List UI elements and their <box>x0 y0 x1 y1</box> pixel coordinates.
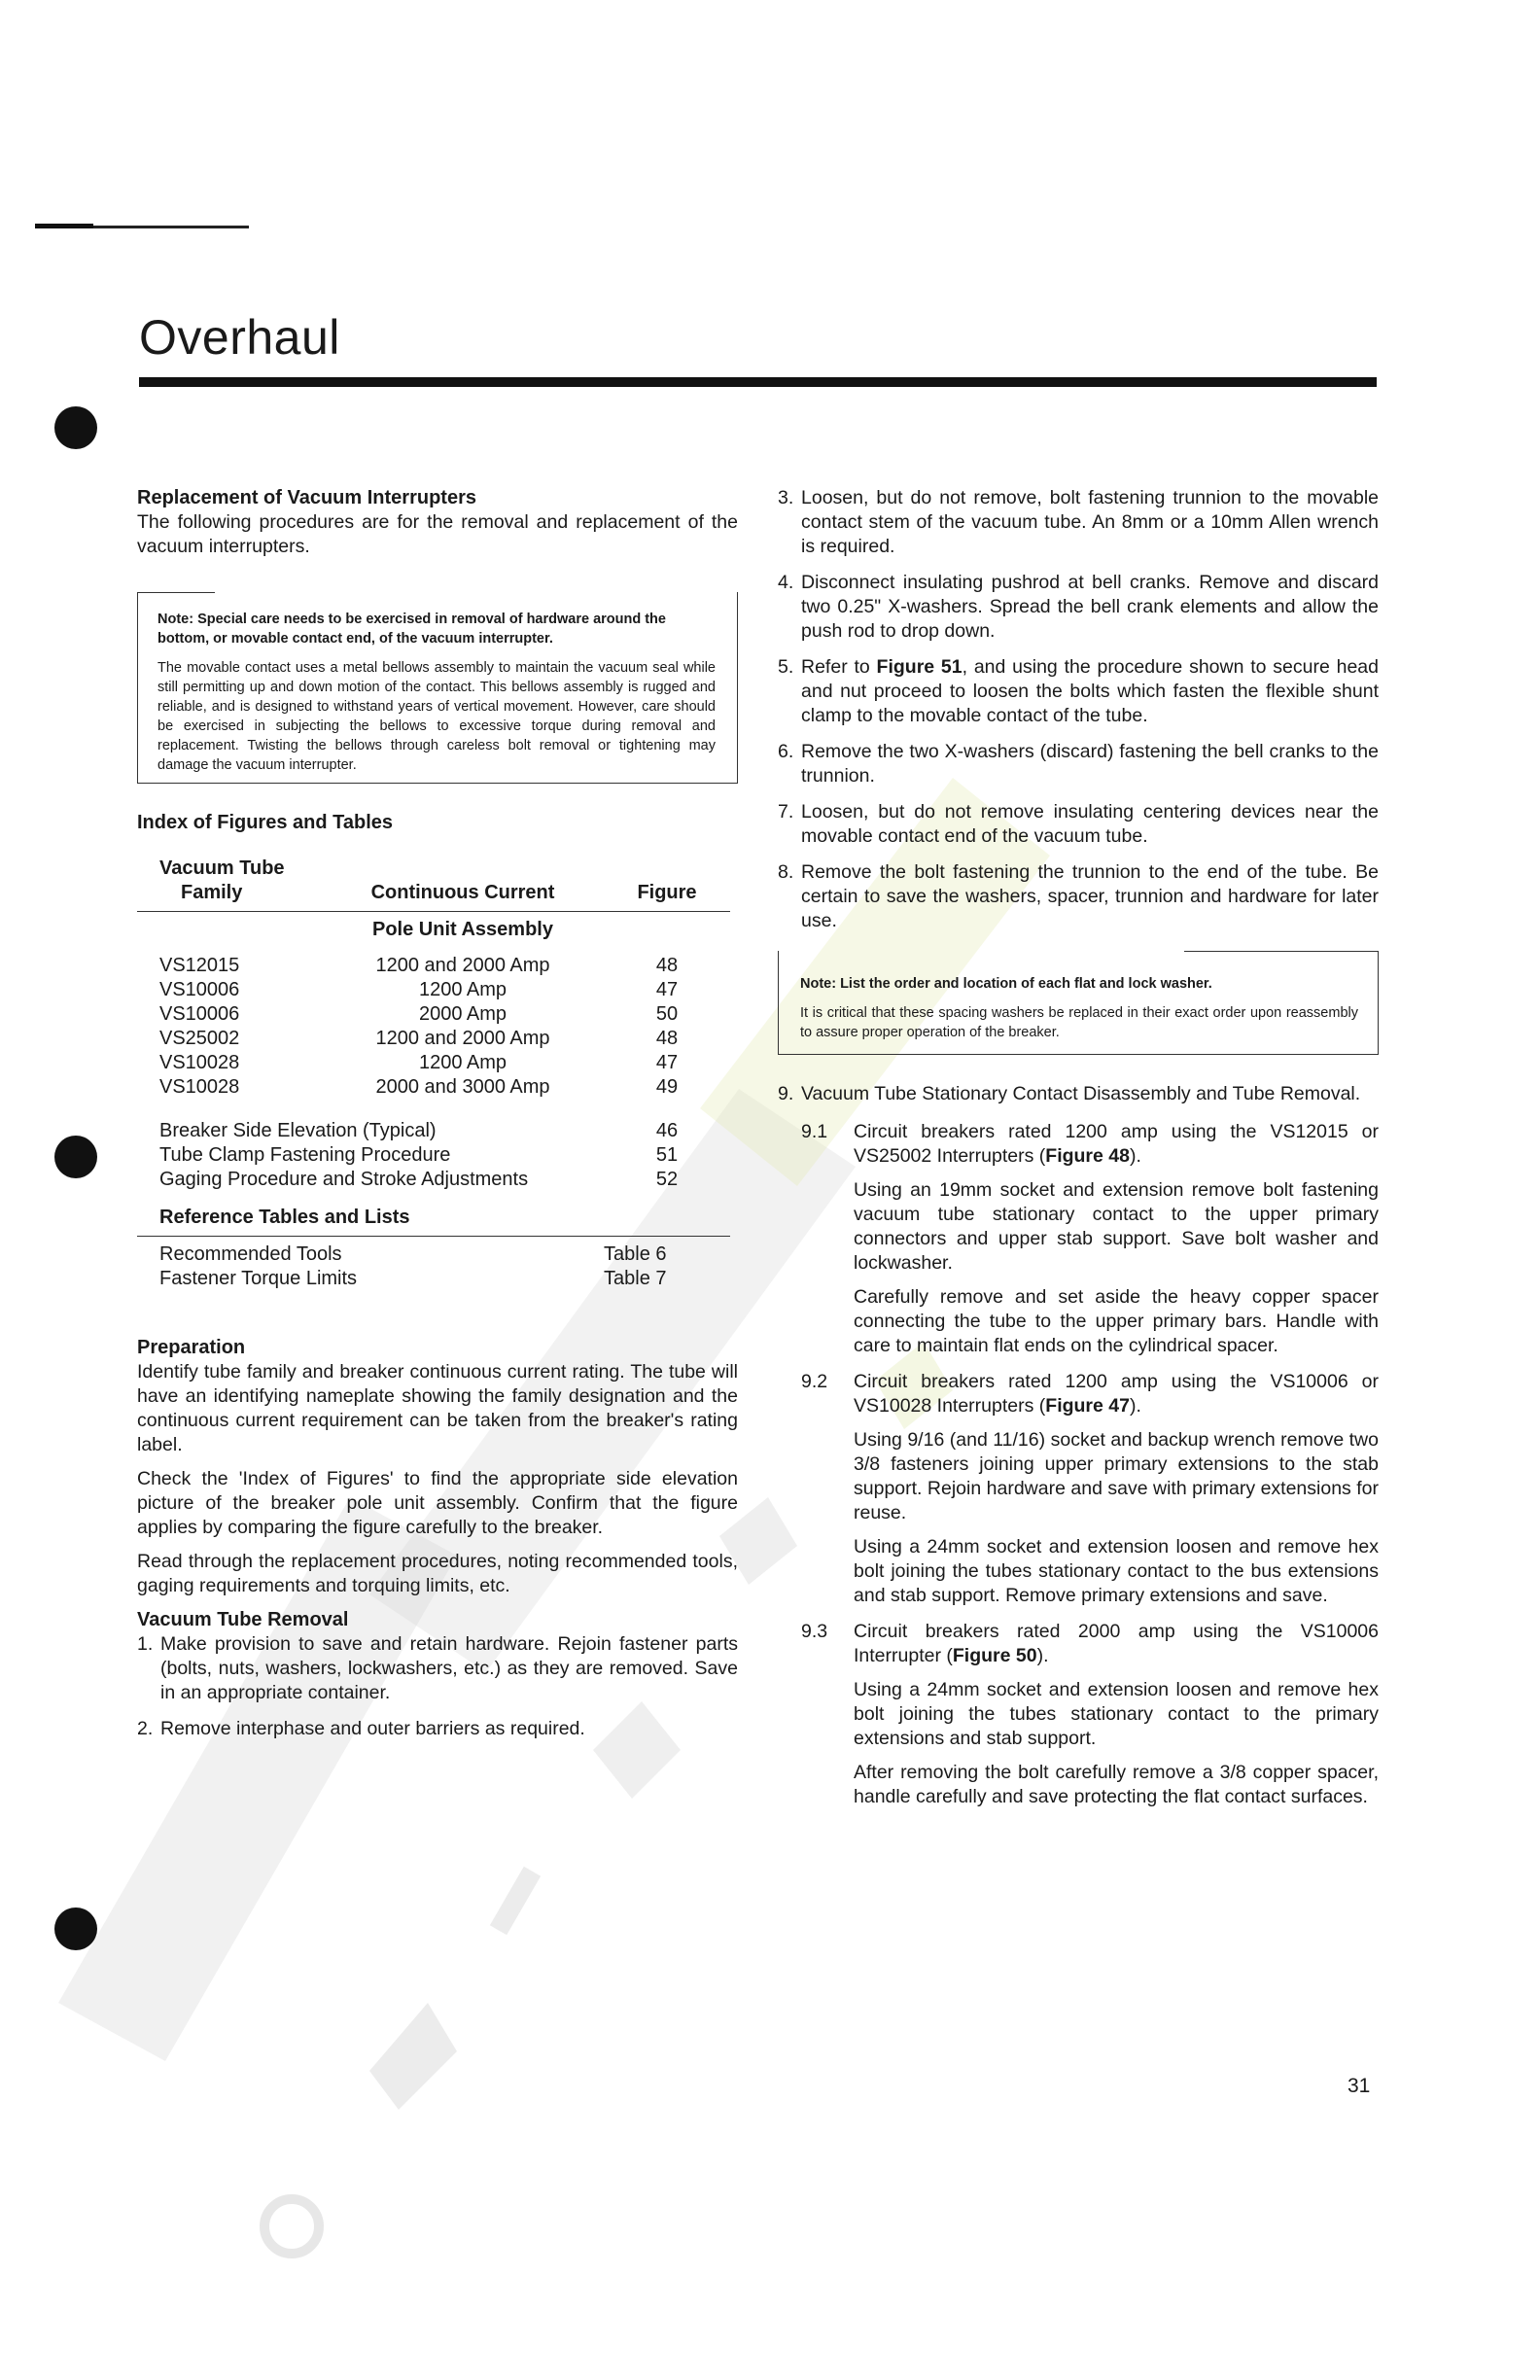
step-text: Disconnect insulating pushrod at bell cranks. Remove and discard two 0.25" X-washers. Spread the bell crank elements and allow the push rod to drop down. <box>801 572 1379 642</box>
preparation-p3: Read through the replacement procedures, noting recommended tools, gaging requirements and torquing limits, etc. <box>137 1551 738 1596</box>
table-row <box>137 1002 730 1027</box>
right-column <box>778 486 1379 1821</box>
step-text: , and using the procedure shown to secure head and nut proceed to loosen the bolts which fasten the flexible shunt clamp to the movable contact of the tube. <box>801 656 1379 726</box>
step-text: Remove the bolt fastening the trunnion to the end of the tube. Be certain to save the washers, spacer, trunnion and hardware for later use. <box>801 861 1379 931</box>
list-item <box>778 740 1379 788</box>
removal-steps-left <box>137 1632 738 1741</box>
left-column <box>137 486 738 1753</box>
step-number: 5. <box>778 656 794 678</box>
cell-family: VS10028 <box>159 1076 240 1098</box>
step-text-pre: Refer to <box>801 656 877 678</box>
cell-current: 2000 and 3000 Amp <box>375 1076 550 1098</box>
step-number: 8. <box>778 861 794 883</box>
table-row <box>137 1143 730 1168</box>
substep-9-1 <box>778 1120 1379 1358</box>
cell-current: 1200 and 2000 Amp <box>375 1028 550 1049</box>
cell-label: Tube Clamp Fastening Procedure <box>159 1144 451 1166</box>
table-row <box>137 1267 730 1291</box>
substep-paragraph: Using an 19mm socket and extension remove bolt fastening vacuum tube stationary contact to the upper primary connectors and upper stab support. Save bolt washer and lockwasher. <box>854 1179 1379 1274</box>
intro-text: The following procedures are for the removal and replacement of the vacuum interrupters. <box>137 511 738 557</box>
note-body: The movable contact uses a metal bellows assembly to maintain the vacuum seal while still permitting up and down motion of the contact. This bellows assembly is rugged and reliable, and is designed to withstand years of vertical movement. However, care should be exercised in subjecting the bellows to excessive torque during removal and replacement. Twisting the bellows through careless bolt removal or tightening may damage the vacuum interrupter. <box>158 660 716 773</box>
table-row <box>137 1168 730 1192</box>
step-number: 2. <box>137 1718 154 1739</box>
substep-9-3 <box>778 1620 1379 1809</box>
page-title: Overhaul <box>139 310 340 365</box>
table-row <box>137 978 730 1002</box>
step-number: 7. <box>778 801 794 822</box>
list-item <box>137 1717 738 1741</box>
substep-number: 9.3 <box>801 1621 828 1642</box>
cell-figure: 49 <box>655 1076 679 1098</box>
cell-family: VS10028 <box>159 1052 240 1073</box>
col-header-family-2: Family <box>137 881 322 912</box>
figure-reference: Figure 51 <box>876 656 962 678</box>
substep-tail: ). <box>1129 1395 1141 1417</box>
cell-current: 1200 Amp <box>418 979 508 1000</box>
cell-family: VS12015 <box>159 955 240 976</box>
note-box-washers <box>778 951 1379 1055</box>
cell-figure: 50 <box>655 1003 679 1025</box>
cell-current: 1200 and 2000 Amp <box>375 955 550 976</box>
substep-9-2 <box>778 1370 1379 1608</box>
col-header-family-1: Vacuum Tube <box>159 858 285 879</box>
list-item <box>778 571 1379 644</box>
list-item <box>137 1632 738 1705</box>
substep-lead: Circuit breakers rated 1200 amp using the VS10006 or VS10028 Interrupters ( <box>854 1371 1379 1417</box>
step-9 <box>778 1082 1379 1106</box>
header-accent-rule <box>35 226 249 228</box>
substep-paragraph: Using a 24mm socket and extension loosen and remove hex bolt joining the tubes stationary contact to the bus extensions and stab support. Remove primary extensions and save. <box>854 1536 1379 1606</box>
cell-label: Recommended Tools <box>159 1243 342 1265</box>
figure-reference: Figure 47 <box>1045 1395 1130 1417</box>
binder-hole-bottom <box>54 1908 97 1950</box>
step-text: Loosen, but do not remove insulating centering devices near the movable contact end of the vacuum tube. <box>801 801 1379 847</box>
table-row <box>137 1075 730 1100</box>
cell-current: 2000 Amp <box>418 1003 508 1025</box>
cell-label: Breaker Side Elevation (Typical) <box>159 1120 437 1141</box>
table-row <box>137 1051 730 1075</box>
cell-figure: 47 <box>655 1052 679 1073</box>
cell-figure: 48 <box>655 1028 679 1049</box>
substep-lead: Circuit breakers rated 2000 amp using the VS10006 Interrupter ( <box>854 1621 1379 1666</box>
substep-number: 9.1 <box>801 1121 828 1142</box>
cell-family: VS25002 <box>159 1028 240 1049</box>
table-row <box>137 1027 730 1051</box>
table-row <box>137 1237 730 1268</box>
step-number: 4. <box>778 572 794 593</box>
group-label: Pole Unit Assembly <box>372 919 553 940</box>
cell-family: VS10006 <box>159 1003 240 1025</box>
substep-number: 9.2 <box>801 1371 828 1392</box>
cell-label: Fastener Torque Limits <box>159 1268 358 1289</box>
substep-tail: ). <box>1036 1645 1049 1666</box>
list-item <box>778 800 1379 849</box>
note-title: Note: List the order and location of each flat and lock washer. <box>800 976 1212 992</box>
cell-ref: Table 7 <box>604 1268 667 1289</box>
list-item <box>778 486 1379 559</box>
col-header-current: Continuous Current <box>322 881 604 912</box>
col-header-figure: Figure <box>604 881 730 912</box>
figure-reference: Figure 50 <box>952 1645 1037 1666</box>
preparation-p1: Identify tube family and breaker continuous current rating. The tube will have an identifying nameplate showing the family designation and the continuous current requirement can be taken from the breaker's rating label. <box>137 1361 738 1455</box>
table-row <box>137 1119 730 1143</box>
removal-heading: Vacuum Tube Removal <box>137 1609 349 1630</box>
step-text: Remove interphase and outer barriers as required. <box>160 1718 585 1739</box>
page-number: 31 <box>1348 2075 1371 2097</box>
table-row <box>137 954 730 978</box>
cell-ref: Table 6 <box>604 1243 667 1265</box>
step-number: 6. <box>778 741 794 762</box>
removal-steps-right <box>778 486 1379 933</box>
list-item <box>778 655 1379 728</box>
preparation-p2: Check the 'Index of Figures' to find the appropriate side elevation picture of the breaker pole unit assembly. Confirm that the figure applies by comparing the figure carefully to the breaker. <box>137 1468 738 1538</box>
note-body: It is critical that these spacing washers be replaced in their exact order upon reassembly to assure proper operation of the breaker. <box>800 1005 1358 1040</box>
step-text: Make provision to save and retain hardware. Rejoin fastener parts (bolts, nuts, washers, lockwashers, etc.) as they are removed. Save in an appropriate container. <box>160 1633 738 1703</box>
cell-figure: 52 <box>655 1169 679 1190</box>
list-item <box>778 860 1379 933</box>
cell-figure: 51 <box>655 1144 679 1166</box>
intro-heading: Replacement of Vacuum Interrupters <box>137 487 476 508</box>
title-rule <box>139 377 1377 387</box>
step-text: Loosen, but do not remove, bolt fastening trunnion to the movable contact stem of the vacuum tube. An 8mm or a 10mm Allen wrench is required. <box>801 487 1379 557</box>
cell-figure: 46 <box>655 1120 679 1141</box>
substep-lead: Circuit breakers rated 1200 amp using the VS12015 or VS25002 Interrupters ( <box>854 1121 1379 1167</box>
substep-paragraph: Using a 24mm socket and extension loosen and remove hex bolt joining the tubes stationary contact to the primary extensions and stab support. <box>854 1679 1379 1749</box>
ref-heading: Reference Tables and Lists <box>137 1192 730 1237</box>
substep-paragraph: After removing the bolt carefully remove a 3/8 copper spacer, handle carefully and save protecting the flat contact surfaces. <box>854 1762 1379 1807</box>
cell-figure: 47 <box>655 979 679 1000</box>
cell-label: Gaging Procedure and Stroke Adjustments <box>159 1169 529 1190</box>
figure-reference: Figure 48 <box>1045 1145 1130 1167</box>
note-box-bellows <box>137 592 738 784</box>
index-table <box>137 857 730 1291</box>
list-item <box>778 1082 1379 1106</box>
cell-family: VS10006 <box>159 979 240 1000</box>
substep-paragraph: Carefully remove and set aside the heavy copper spacer connecting the tube to the upper primary bars. Handle with care to maintain flat ends on the cylindrical spacer. <box>854 1286 1379 1356</box>
binder-hole-top <box>54 406 97 449</box>
substep-tail: ). <box>1129 1145 1141 1167</box>
step-text: Vacuum Tube Stationary Contact Disassembly and Tube Removal. <box>801 1083 1361 1104</box>
cell-current: 1200 Amp <box>418 1052 508 1073</box>
cell-figure: 48 <box>655 955 679 976</box>
step-number: 1. <box>137 1633 154 1655</box>
step-number: 9. <box>778 1083 794 1104</box>
step-number: 3. <box>778 487 794 508</box>
index-heading: Index of Figures and Tables <box>137 812 394 833</box>
step-text: Remove the two X-washers (discard) fastening the bell cranks to the trunnion. <box>801 741 1379 787</box>
preparation-heading: Preparation <box>137 1337 246 1358</box>
note-title: Note: Special care needs to be exercised in removal of hardware around the bottom, or movable contact end, of the vacuum interrupter. <box>158 612 666 647</box>
binder-hole-middle <box>54 1136 97 1178</box>
substep-paragraph: Using 9/16 (and 11/16) socket and backup wrench remove two 3/8 fasteners joining upper primary extensions to the stab support. Rejoin hardware and save with primary extensions for reuse. <box>854 1429 1379 1523</box>
